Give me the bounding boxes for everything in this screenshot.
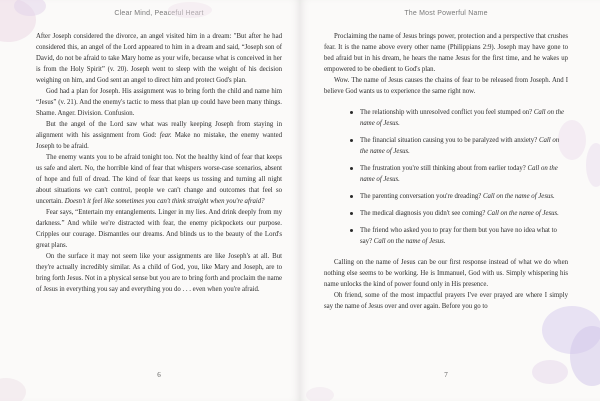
paragraph: Oh friend, some of the most impactful prayers I've ever prayed are where I simply say the name of Jesus over and over again. Before you go to <box>324 292 568 310</box>
left-page-body <box>36 31 282 295</box>
list-item-text: The financial situation causing you to be paralyzed with anxiety? <box>360 137 538 144</box>
list-item <box>350 163 568 185</box>
list-item <box>350 135 568 157</box>
right-page <box>300 0 600 401</box>
bullet-list <box>324 107 568 247</box>
paragraph: After Joseph considered the divorce, an angel visited him in a dream: "But after he had considered this, an angel of the Lord appeared to him in a dream and said, “Joseph son of David, do not be afraid to take Mary home as your wife, because what is conceived in her is from the Holy Spirit” (v. 20). Joseph went to sleep with the weight of his decision weighing on him, and God sent an angel to direct him and protect God's plan. <box>36 33 282 84</box>
list-item <box>350 208 568 219</box>
paragraph: Fear says, “Entertain my entanglements. Linger in my lies. And drink deeply from my darkness.” And while we're distracted with fear, the enemy pickpockets our purpose. Cripples our courage. Dismantles our dreams. And blinds us to the beauty of the Lord's great plans. <box>36 209 282 249</box>
list-item <box>350 191 568 202</box>
emphasis-text: fear. <box>159 132 172 139</box>
list-item-text: The friend who asked you to pray for them but you have no idea what to say? <box>360 227 557 245</box>
page-number-left: 6 <box>157 371 161 379</box>
list-item-text: The medical diagnosis you didn't see coming? <box>360 210 486 217</box>
list-item-text: The frustration you're still thinking about from earlier today? <box>360 165 526 172</box>
list-item-text: The relationship with unresolved conflict you feel stumped on? <box>360 109 533 116</box>
list-item-emphasis: Call on the name of Jesus. <box>360 165 558 183</box>
list-item-emphasis: Call on the name of Jesus. <box>373 238 446 245</box>
paragraph: On the surface it may not seem like your assignments are like Joseph's at all. But they're actually incredibly similar. As a child of God, you, like Mary and Joseph, are to bring forth Jesus. Not in a physical sense but you are to bring forth and proclaim the name of Jesus in everything you say and everything you do . . . even when you're afraid. <box>36 253 282 293</box>
paragraph: God had a plan for Joseph. His assignment was to bring forth the child and name him “Jesus” (v. 21). And the enemy's tactic to mess that plan up could have been many things. Shame. Anger. Division. Confusion. <box>36 88 282 117</box>
list-item <box>350 225 568 247</box>
list-item-emphasis: Call on the name of Jesus. <box>487 210 559 217</box>
list-item-emphasis: Call on the name of Jesus. <box>360 109 565 127</box>
paragraph: Wow. The name of Jesus causes the chains of fear to be released from Joseph. And I believe God wants us to experience the same right now. <box>324 77 568 95</box>
right-page-body <box>324 31 568 312</box>
running-head-left: Clear Mind, Peaceful Heart <box>114 10 204 17</box>
paragraph: But the angel of the Lord saw what was really keeping Joseph from staying in alignment with his assignment from God: fear. Make no mistake, the enemy wanted Joseph to be afraid. <box>36 121 283 150</box>
list-item <box>350 107 568 129</box>
paragraph: Proclaiming the name of Jesus brings power, protection and a perspective that crushes fear. It is the name above every other name (Philippians 2:9). Joseph may have gone to bed afraid but in his dream, he hears the name Jesus for the first time, and he wakes up empowered to be obedient to God's plan. <box>324 33 568 73</box>
paragraph: Calling on the name of Jesus can be our first response instead of what we do when nothing else seems to be working. He is Immanuel, God with us. Simply whispering his name unlocks the kind of power found only in His presence. <box>324 259 568 288</box>
emphasis-text: Doesn't it feel like sometimes you can't think straight when you're afraid? <box>64 198 265 205</box>
list-item-emphasis: Call on the name of Jesus. <box>482 193 555 200</box>
paragraph <box>36 152 282 207</box>
list-item-emphasis: Call on the name of Jesus. <box>360 137 560 155</box>
running-head-right: The Most Powerful Name <box>404 10 488 17</box>
list-item-text: The parenting conversation you're dreading? <box>360 193 482 200</box>
page-number-right: 7 <box>444 371 448 379</box>
paragraph-text: The enemy wants you to be afraid tonight too. Not the healthy kind of fear that keeps us safe and alert. No, the horrible kind of fear that whispers worse-case scenarios, absent of hope and full of dread. The kind of fear that keeps us tossing and turning all night about situations we can't control, people we can't change and outcomes that feel so uncertain. <box>36 154 282 205</box>
